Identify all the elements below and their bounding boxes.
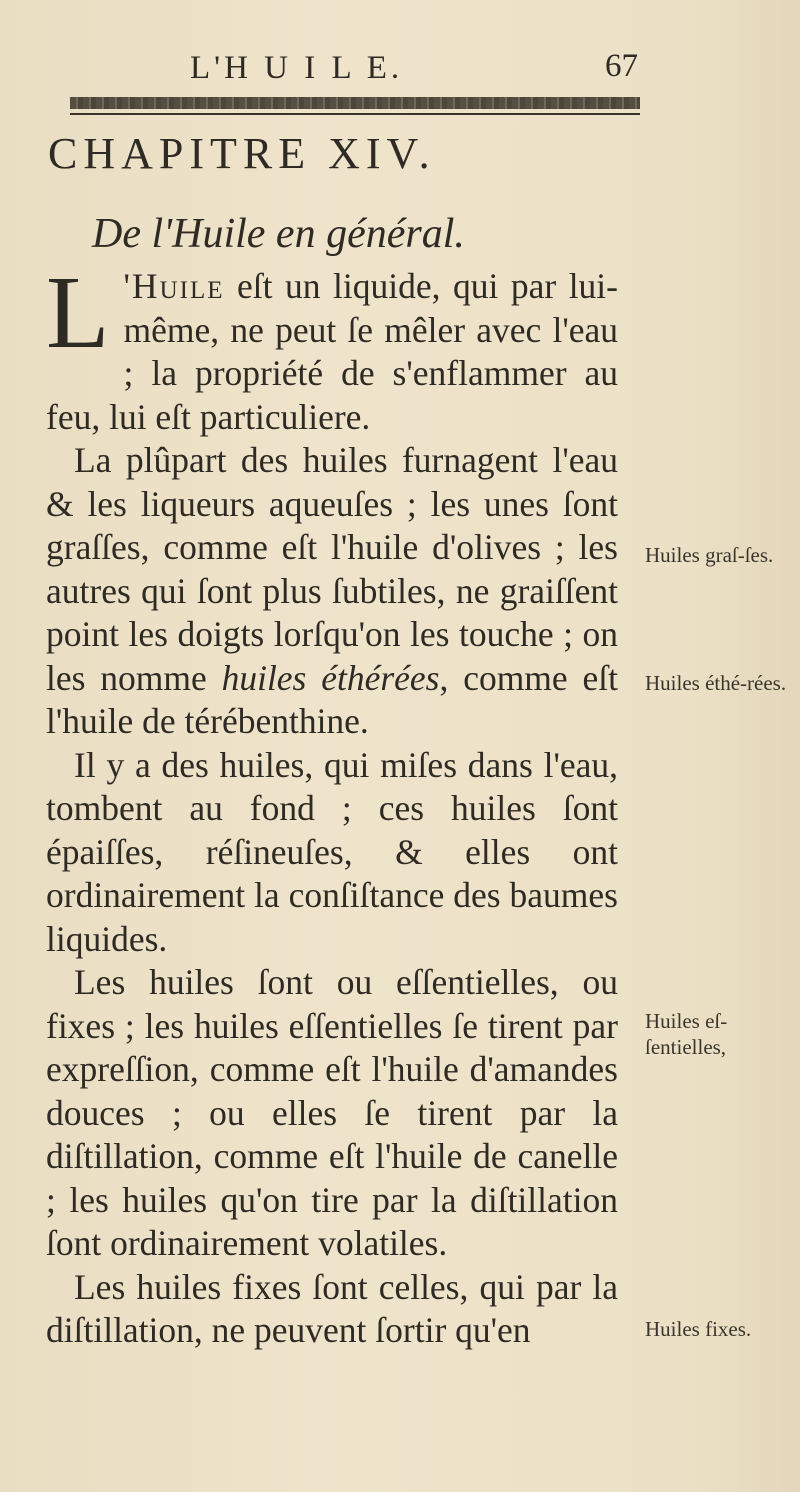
- paragraph-2-text-b: , comme eſt l'huile de térébenthine.: [46, 657, 618, 741]
- page-number: 67: [605, 48, 638, 84]
- chapter-subtitle: De l'Huile en général.: [92, 211, 465, 257]
- body-text: [46, 255, 618, 1353]
- paragraph-5: Les huiles fixes ſont celles, qui par la diſtillation, ne peuvent ſortir qu'en: [46, 1266, 618, 1350]
- opening-word: 'Huile: [123, 266, 225, 306]
- margin-note-2: Huiles éthé-rées.: [645, 671, 787, 695]
- paragraph-4: Les huiles ſont ou eſſentielles, ou fixes ; les huiles eſſentielles ſe tirent par expreſſion, comme eſt l'huile d'amandes douces ; ou elles ſe tirent par la diſtillation, comme eſt l'huile de canelle ; les huiles qu'on tire par la diſtillation ſont ordinairement volatiles.: [46, 962, 618, 1263]
- paragraph-3: Il y a des huiles, qui miſes dans l'eau, tombent au fond ; ces huiles ſont épaiſſes, réſineuſes, & elles ont ordinairement la conſiſtance des baumes liquides.: [46, 744, 618, 959]
- divider-rule: [70, 113, 640, 115]
- running-head-title: L'H U I L E.: [190, 50, 404, 86]
- margin-note-4: Huiles fixes.: [645, 1317, 752, 1341]
- chapter-title: CHAPITRE XIV.: [48, 129, 436, 178]
- margin-note-1: Huiles graſ-ſes.: [645, 543, 774, 567]
- paragraph-2-text-a: La plûpart des huiles furnagent l'eau & les liqueurs aqueuſes ; les unes ſont graſſes, comme eſt l'huile d'olives ; les autres qui ſont plus ſubtiles, ne graiſſent point les doigts lorſqu'on les touche ; on les nomme: [46, 440, 618, 698]
- paragraph-1-text: eſt un liquide, qui par lui-même, ne peut ſe mêler avec l'eau ; la propriété de s'enflammer au feu, lui eſt particuliere.: [46, 266, 618, 437]
- drop-cap: L: [46, 255, 110, 370]
- running-head: [20, 42, 660, 92]
- italic-term: huiles éthérées: [221, 657, 440, 698]
- paragraph-2: [46, 439, 618, 744]
- margin-note-3: Huiles eſ-ſentielles,: [645, 1009, 728, 1059]
- ornamental-rule: [70, 97, 640, 109]
- paragraph-1: [46, 255, 618, 439]
